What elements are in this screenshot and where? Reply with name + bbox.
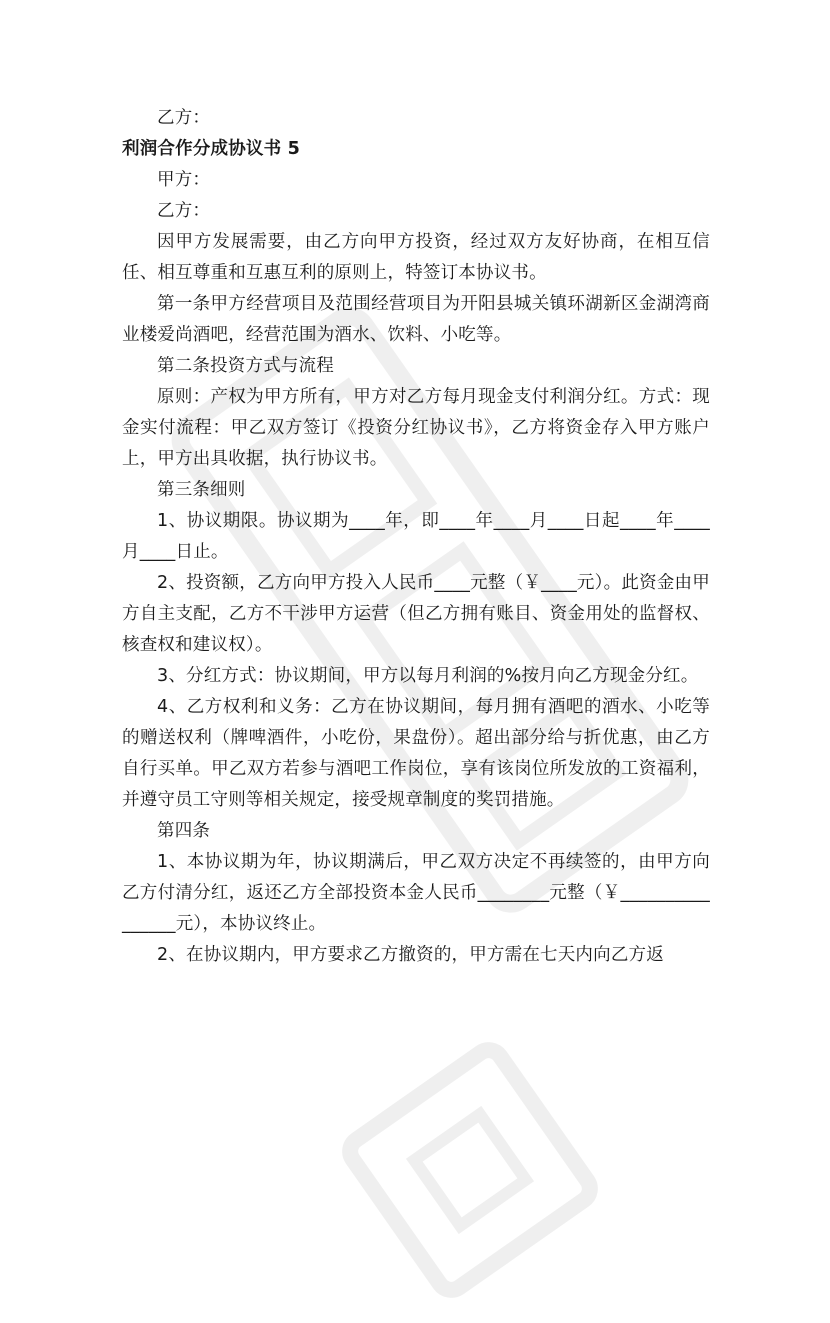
paragraph: 原则：产权为甲方所有，甲方对乙方每月现金支付利润分红。方式：现金实付流程：甲乙双方签订《投资分红协议书》，乙方将资金存入甲方账户上，甲方出具收据，执行协议书。 [122,387,710,469]
paragraph: 1、本协议期为年，协议期满后，甲乙双方决定不再续签的，由甲方向乙方付清分红，返还乙方全部投资本金人民币________元整（￥________________元），本协议终止。 [122,852,710,934]
document-body [122,103,710,971]
paragraph: 3、分红方式：协议期间，甲方以每月利润的%按月向乙方现金分红。 [157,666,699,686]
article-heading: 第三条细则 [157,480,246,500]
watermark-icon [317,1017,623,1323]
section-title: 利润合作分成协议书 5 [122,139,300,159]
party-b-line: 乙方： [157,108,211,128]
paragraph: 2、在协议期内，甲方要求乙方撤资的，甲方需在七天内向乙方返 [157,945,664,965]
paragraph: 1、协议期限。协议期为____年，即____年____月____日起____年____月____日止。 [122,511,710,562]
party-a-line: 甲方： [157,170,211,190]
paragraph: 因甲方发展需要，由乙方向甲方投资，经过双方友好协商，在相互信任、相互尊重和互惠互利的原则上，特签订本协议书。 [122,232,710,283]
paragraph: 4、乙方权利和义务：乙方在协议期间，每月拥有酒吧的酒水、小吃等的赠送权利（牌啤酒件，小吃份，果盘份）。超出部分给与折优惠，由乙方自行买单。甲乙双方若参与酒吧工作岗位，享有该岗位所发放的工资福利，并遵守员工守则等相关规定，接受规章制度的奖罚措施。 [122,697,710,810]
party-b-line: 乙方： [157,201,211,221]
paragraph: 第一条甲方经营项目及范围经营项目为开阳县城关镇环湖新区金湖湾商业楼爱尚酒吧，经营范围为酒水、饮料、小吃等。 [122,294,710,345]
article-heading: 第四条 [157,821,211,841]
paragraph: 2、投资额，乙方向甲方投入人民币____元整（￥____元）。此资金由甲方自主支配，乙方不干涉甲方运营（但乙方拥有账目、资金用处的监督权、核查权和建议权）。 [122,573,710,655]
article-heading: 第二条投资方式与流程 [157,356,334,376]
